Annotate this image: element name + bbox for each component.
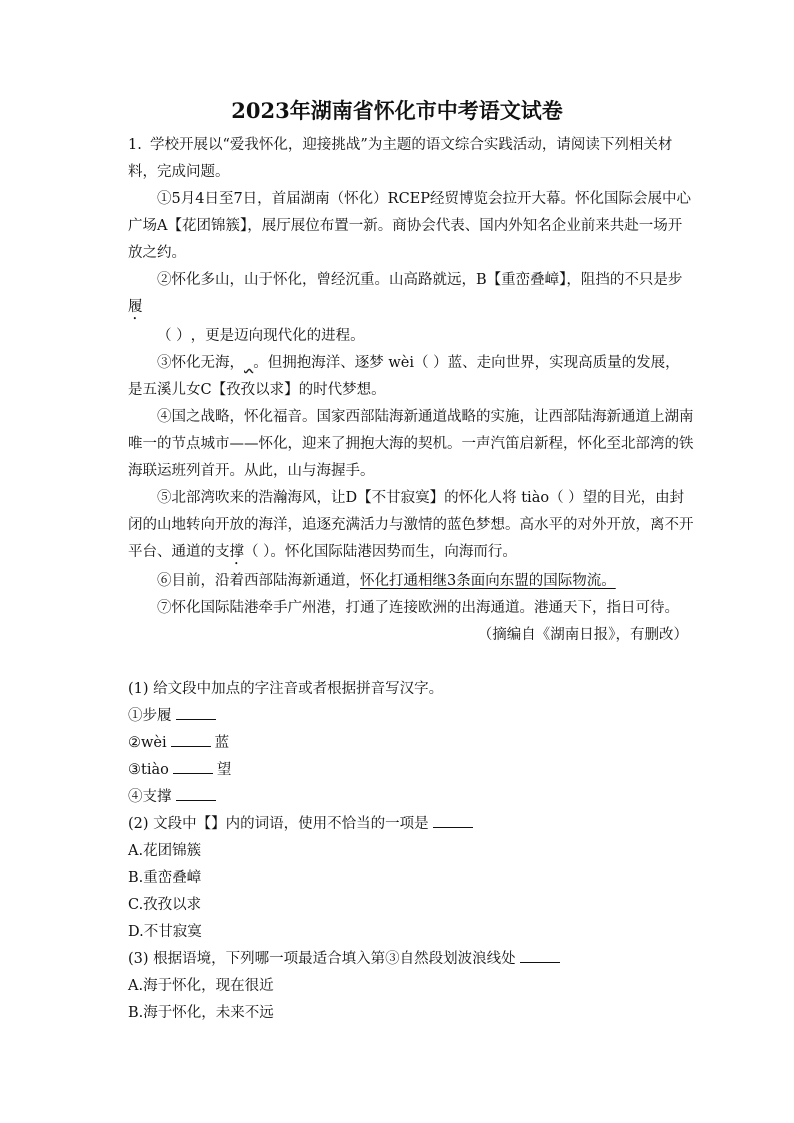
p2-text-b: 】，阻挡的不只是步 [559,272,683,288]
sub-question-1-item-1 [128,703,694,730]
p2-dotted-char: 履 [128,299,143,315]
question-1-text: 学校开展以“爱我怀化，迎接挑战”为主题的语文综合实践活动，请阅读下列相关材料，完成问题。 [128,137,673,180]
sub-question-2-option-c[interactable]: C.孜孜以求 [128,897,202,913]
p1-term: 花团锦簇 [181,218,240,234]
passage-paragraph-2 [128,267,694,350]
sub-question-3-option-a[interactable]: A.海于怀化，现在很近 [128,978,274,994]
p5-dotted-char: 撑 [229,544,244,560]
sub-question-1-item-2 [128,730,694,757]
sub-question-3-option-b[interactable]: B.海于怀化，未来不远 [128,1005,274,1021]
item-3-suffix: 望 [216,762,232,778]
item-2-label: ②wèi [128,735,167,751]
p2-term: 重峦叠嶂 [501,272,560,288]
sub-question-3-prompt [128,946,694,973]
passage-source: （摘编自《湖南日报》，有删改） [477,627,688,643]
exam-title: 2023年湖南省怀化市中考语文试卷 [231,98,563,123]
p6-underlined-sentence: 怀化打通相继3条面向东盟的国际物流。 [360,573,616,589]
answer-blank[interactable] [171,732,211,747]
p2-paren: （ ） [157,328,191,344]
p5-text-b: 】的怀化人将 tiào（ ）望的目光，由封闭的山地转向开放的海洋，追逐充满活力与激情的蓝色梦想。高水平的对外开放，离不开平台、通道的支 [128,490,694,560]
p5-paren: （ ） [244,544,271,560]
p2-text-a: ②怀化多山，山于怀化，曾经沉重。山高路就远，B【 [157,272,502,288]
passage-paragraph-6 [128,568,694,595]
answer-blank[interactable] [176,786,216,801]
p3-text-a: ③怀化无海， [157,355,244,371]
passage-paragraph-1 [128,186,694,267]
answer-blank[interactable] [176,705,216,720]
p3-term: 孜孜以求 [226,382,285,398]
p3-text-b: 。但拥抱海洋、逐梦 wèi（ ）蓝、走向世界，实现高质量的发展，是五溪儿女C【 [128,355,680,398]
passage-paragraph-5 [128,485,694,568]
p5-text-c: 。怀化国际陆港因势而生，向海而行。 [270,544,517,560]
p1-text-a: ①5月4日至7日，首届湖南（怀化）RCEP经贸博览会拉开大幕。怀化国际会展中心广场A【 [128,191,692,234]
item-3-label: ③tiào [128,762,169,778]
passage-paragraph-7: ⑦怀化国际陆港牵手广州港，打通了连接欧洲的出海通道。港通天下，指日可待。 [157,600,679,616]
item-2-suffix: 蓝 [214,735,230,751]
item-4-label: ④支撑 [128,789,172,805]
answer-blank[interactable] [520,948,560,963]
passage-paragraph-3 [128,350,694,404]
sub-3-text: (3) 根据语境，下列哪一项最适合填入第③自然段划波浪线处 [128,951,516,967]
sub-2-text: (2) 文段中【】内的词语，使用不恰当的一项是 [128,816,429,832]
exam-content [128,132,694,1027]
sub-question-1-item-4 [128,784,694,811]
question-number: 1. [128,137,142,153]
answer-blank[interactable] [433,813,473,828]
question-1-intro [128,132,694,186]
p3-wavy-blank [244,355,253,371]
sub-question-1-prompt: (1) 给文段中加点的字注音或者根据拼音写汉字。 [128,681,444,697]
p5-term: 不甘寂寞 [371,490,430,506]
answer-blank[interactable] [173,759,213,774]
item-1-label: ①步履 [128,708,172,724]
sub-question-2-option-d[interactable]: D.不甘寂寞 [128,924,202,940]
spacer [128,649,694,676]
sub-question-2-option-b[interactable]: B.重峦叠嶂 [128,870,202,886]
p5-text-a: ⑤北部湾吹来的浩瀚海风，让D【 [157,490,372,506]
sub-question-1-item-3 [128,757,694,784]
sub-question-2-prompt [128,811,694,838]
sub-question-2-option-a[interactable]: A.花团锦簇 [128,843,202,859]
p2-text-c: ，更是迈向现代化的进程。 [190,328,365,344]
p3-text-c: 】的时代梦想。 [284,382,386,398]
p1-text-b: 】，展厅展位布置一新。商协会代表、国内外知名企业前来共赴一场开放之约。 [128,218,683,261]
p6-text-a: ⑥目前，沿着西部陆海新通道， [157,573,360,589]
passage-paragraph-4: ④国之战略，怀化福音。国家西部陆海新通道战略的实施，让西部陆海新通道上湖南唯一的节点城市——怀化，迎来了拥抱大海的契机。一声汽笛启新程，怀化至北部湾的铁海联运班列首开。从此，山与海握手。 [128,409,694,479]
